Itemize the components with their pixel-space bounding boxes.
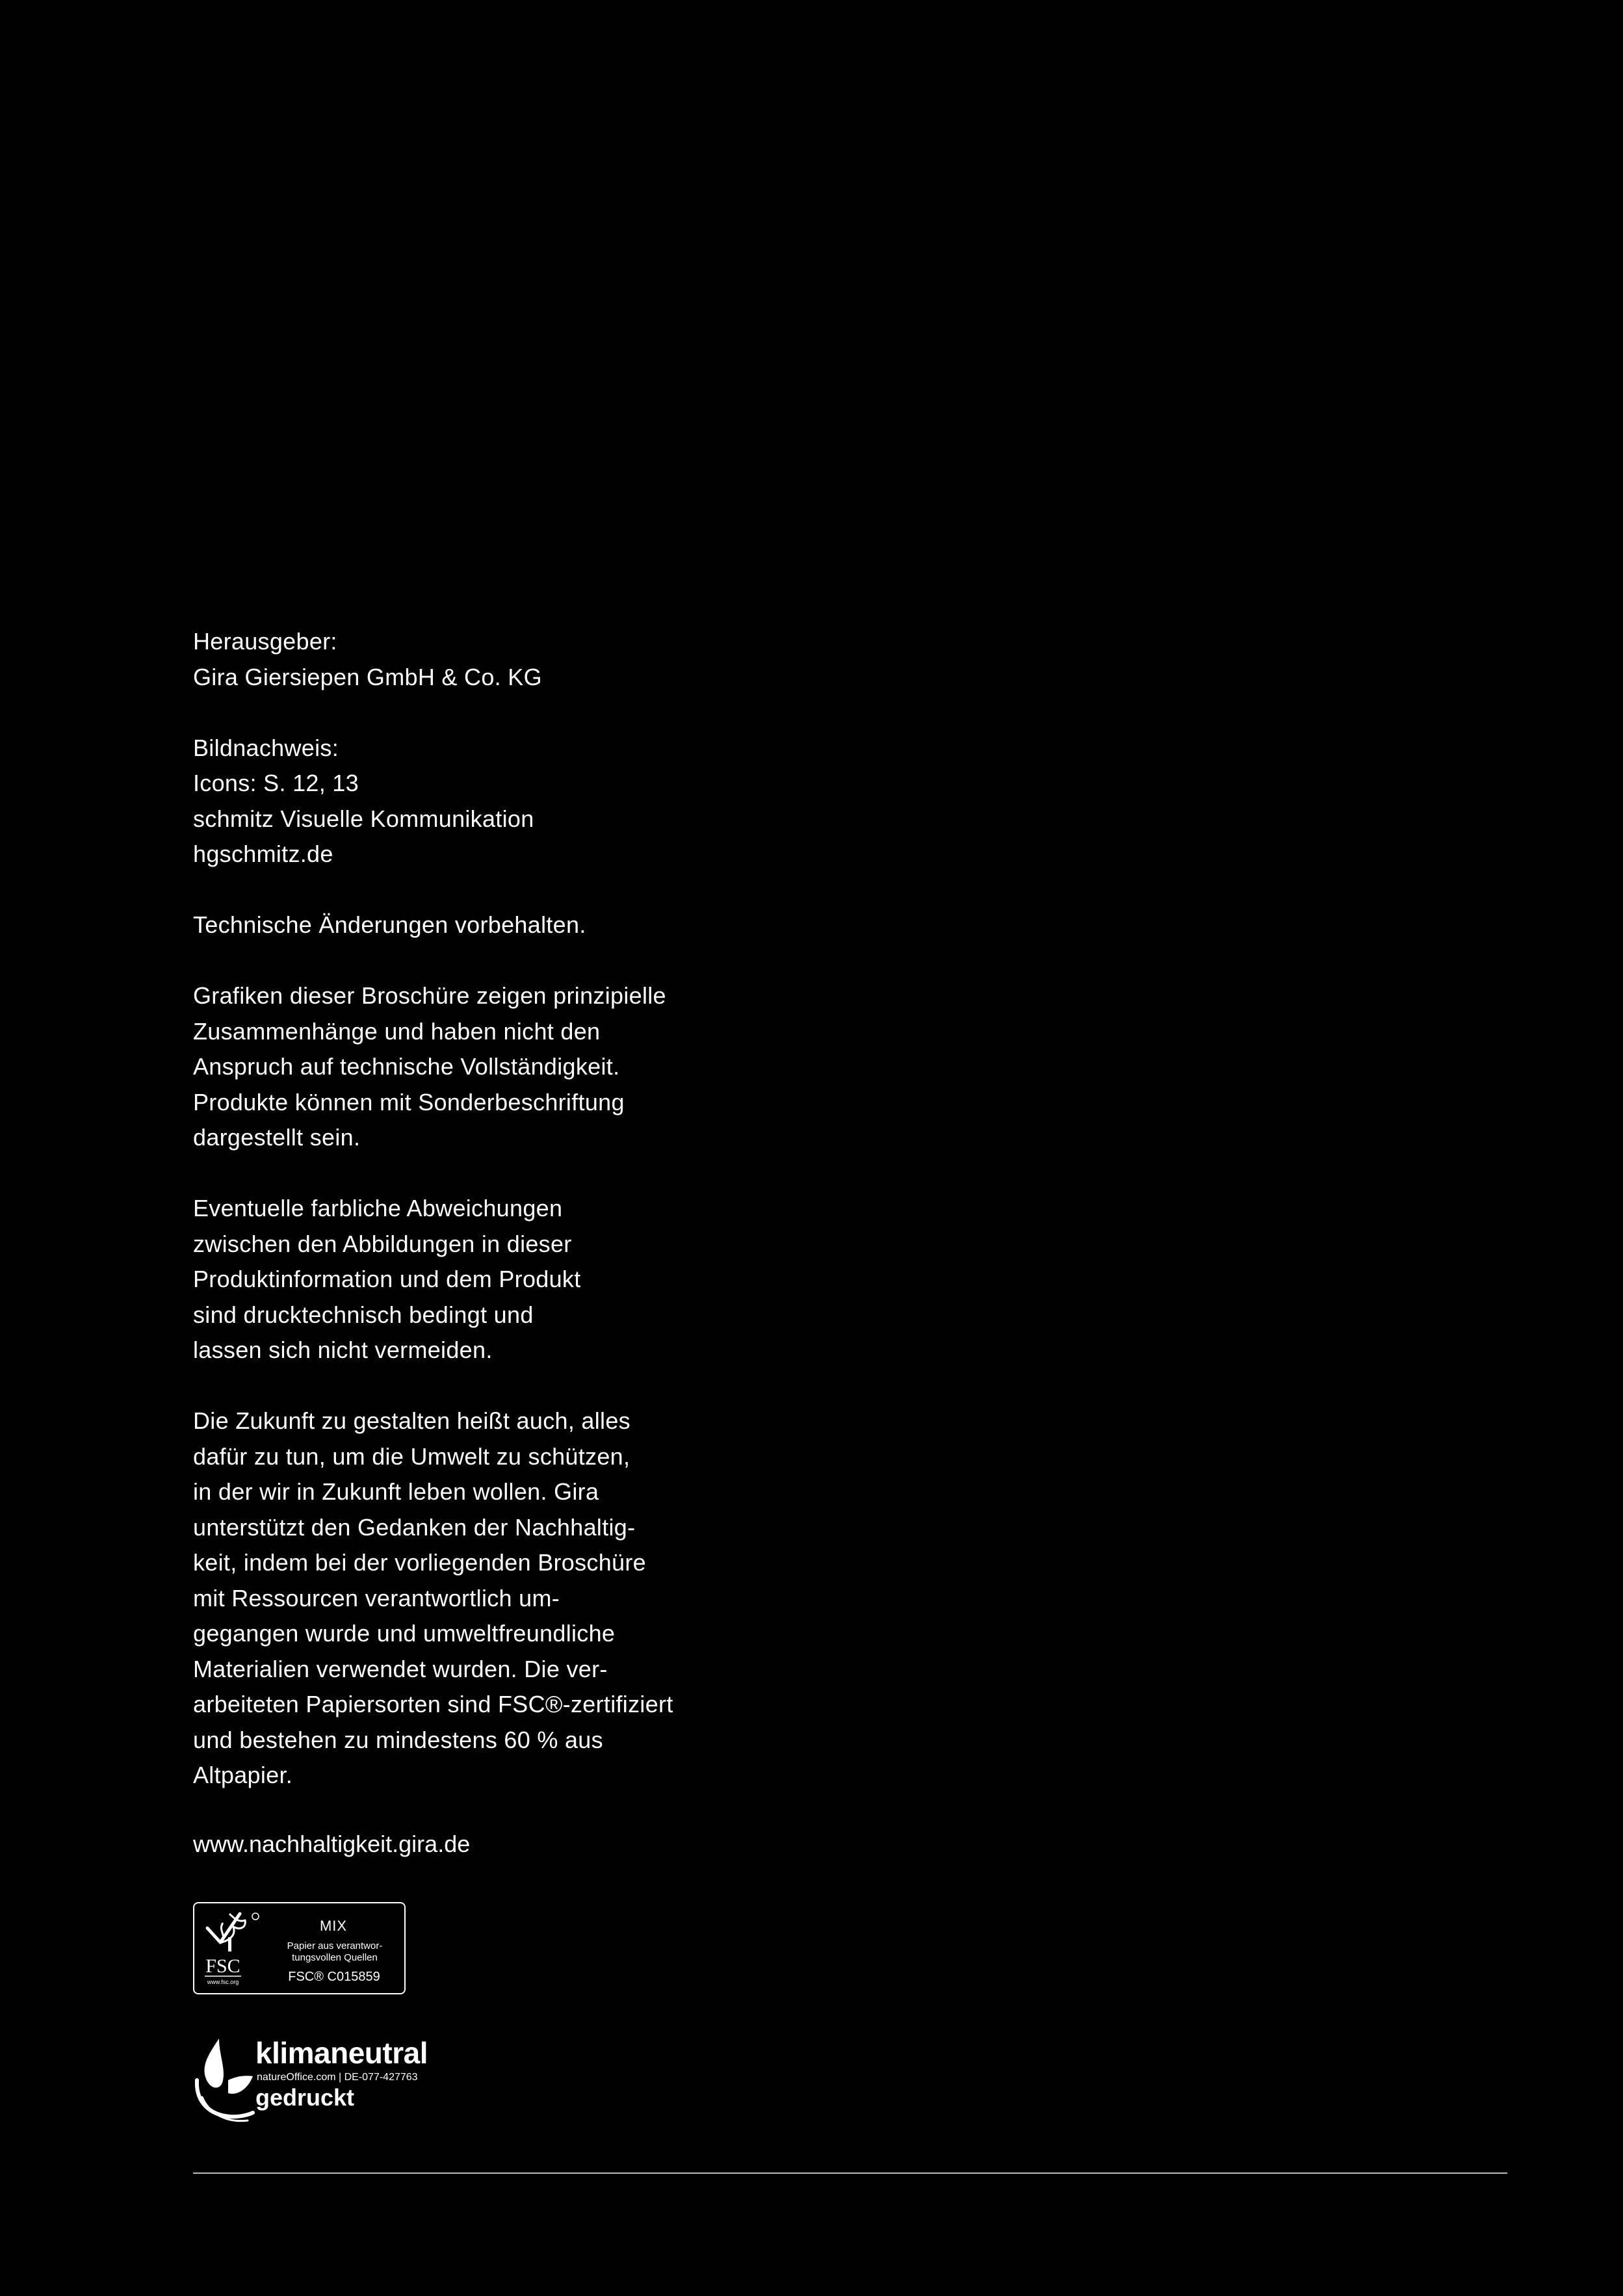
fsc-description-line: tungsvollen Quellen [292, 1952, 378, 1963]
imprint-text [193, 624, 726, 1829]
color-note-line: Produktinformation und dem Produkt [193, 1266, 581, 1292]
color-note-line: sind drucktechnisch bedingt und [193, 1301, 534, 1328]
color-note-line: Eventuelle farbliche Abweichungen [193, 1195, 563, 1221]
sustainability-line: keit, indem bei der vorliegenden Broschüre [193, 1549, 646, 1576]
credits-block [193, 731, 726, 872]
sustainability-note [193, 1403, 726, 1794]
fsc-label [193, 1902, 406, 1994]
credits-line: schmitz Visuelle Kommunikation [193, 805, 534, 832]
sustainability-line: arbeiteten Papiersorten sind FSC®-zertifiziert [193, 1691, 673, 1717]
fsc-tree-icon [201, 1909, 263, 1987]
sustainability-line: mit Ressourcen verantwortlich um- [193, 1584, 560, 1611]
color-note-line: lassen sich nicht vermeiden. [193, 1337, 493, 1363]
climate-sub: natureOffice.com | DE-077-427763 [257, 2072, 418, 2083]
fsc-description-line: Papier aus verantwor- [287, 1940, 383, 1951]
sustainability-line: Altpapier. [193, 1762, 293, 1788]
fsc-code: FSC® C015859 [288, 1970, 380, 1984]
website-link[interactable]: www.nachhaltigkeit.gira.de [193, 1831, 471, 1857]
fsc-mix: MIX [319, 1918, 348, 1934]
sustainability-line: Die Zukunft zu gestalten heißt auch, alles [193, 1407, 630, 1434]
leaf-icon [193, 2035, 258, 2139]
credits-label: Bildnachweis: [193, 734, 339, 761]
credits-line: hgschmitz.de [193, 841, 333, 867]
changes-note [193, 907, 726, 943]
fsc-logo-text: FSC [205, 1955, 240, 1977]
color-note-line: zwischen den Abbildungen in dieser [193, 1230, 572, 1257]
sustainability-line: unterstützt den Gedanken der Nachhaltig- [193, 1513, 636, 1541]
graphics-note-line: Zusammenhänge und haben nicht den [193, 1017, 601, 1045]
graphics-note-line: dargestellt sein. [193, 1124, 361, 1151]
fsc-description [267, 1940, 402, 1964]
graphics-note-line: Anspruch auf technische Vollständigkeit. [193, 1053, 620, 1080]
color-note [193, 1191, 726, 1368]
graphics-note-line: Produkte können mit Sonderbeschriftung [193, 1088, 625, 1115]
footer-divider [193, 2172, 1507, 2174]
changes-note-text: Technische Änderungen vorbehalten. [193, 911, 586, 938]
sustainability-line: dafür zu tun, um die Umwelt zu schützen, [193, 1442, 630, 1470]
graphics-note-line: Grafiken dieser Broschüre zeigen prinzipielle [193, 982, 666, 1009]
sustainability-line: und bestehen zu mindestens 60 % aus [193, 1726, 603, 1753]
fsc-logo-url: www.fsc.org [207, 1979, 239, 1985]
sustainability-line: Materialien verwendet wurden. Die ver- [193, 1655, 608, 1682]
publisher-name: Gira Giersiepen GmbH & Co. KG [193, 663, 542, 690]
climate-title: klimaneutral [255, 2036, 428, 2070]
sustainability-line: gegangen wurde und umweltfreundliche [193, 1620, 616, 1647]
publisher-label: Herausgeber: [193, 628, 337, 655]
climate-printed: gedruckt [255, 2084, 355, 2111]
climate-neutral-label [193, 2035, 466, 2139]
publisher-block [193, 624, 726, 695]
graphics-note [193, 978, 726, 1156]
credits-line: Icons: S. 12, 13 [193, 770, 359, 796]
sustainability-line: in der wir in Zukunft leben wollen. Gira [193, 1478, 599, 1505]
